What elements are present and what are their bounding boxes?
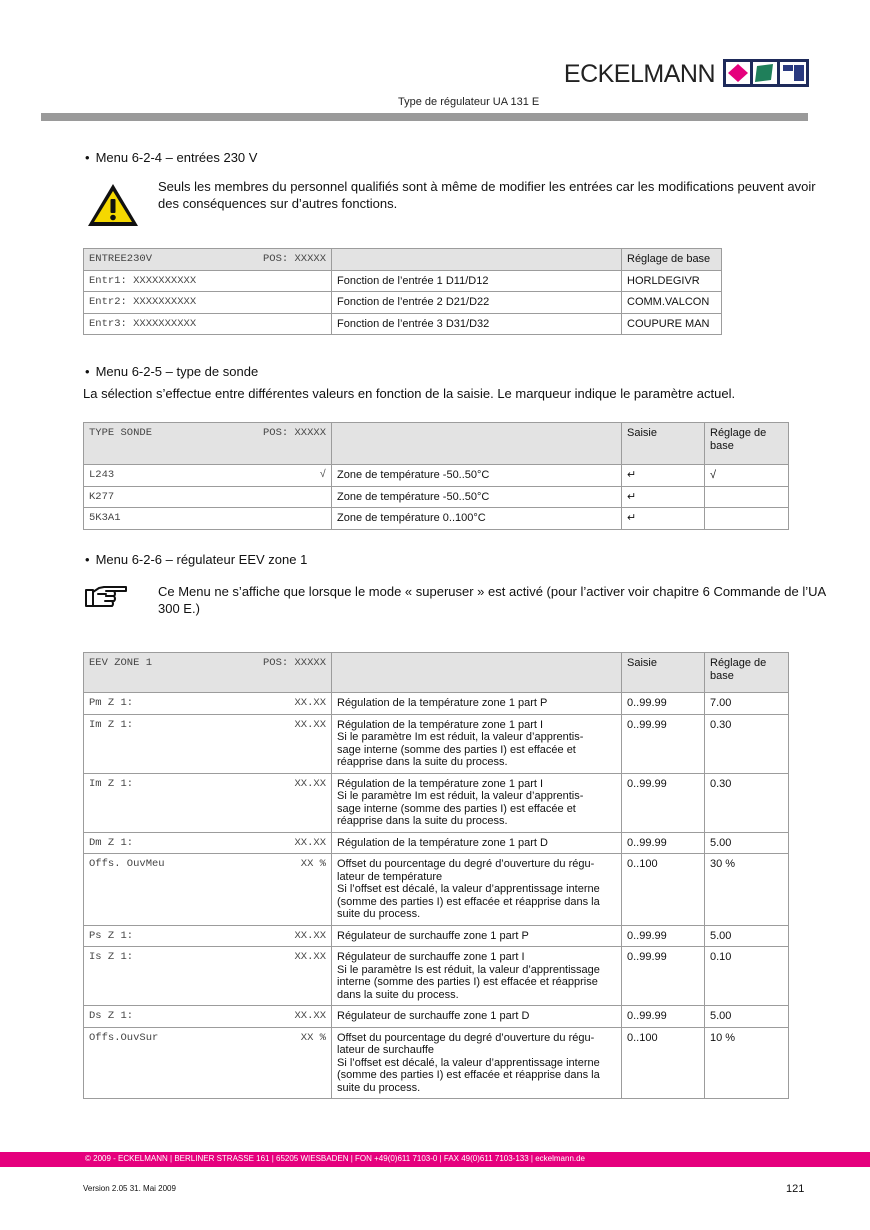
table-row: 5K3A1 Zone de température 0..100°C ↵ <box>84 508 789 530</box>
superuser-note-text: Ce Menu ne s’affiche que lorsque le mode « superuser » est activé (pour l’activer voir chapitre 6 Commande de l’UA 300 E.) <box>158 584 826 616</box>
sonde-table <box>83 422 789 530</box>
col-header-base: Réglage de base <box>705 423 789 465</box>
table-row: Entr1: XXXXXXXXXX Fonction de l’entrée 1 D11/D12 HORLDEGIVR <box>84 270 722 292</box>
table-row: Ps Z 1: XX.XX Régulateur de surchauffe zone 1 part P 0..99.99 5.00 <box>84 925 789 947</box>
eev-zone-table <box>83 652 789 1099</box>
warning-text: Seuls les membres du personnel qualifiés sont à même de modifier les entrées car les modifications peuvent avoir des conséquences sur d’autres fonctions. <box>158 179 816 211</box>
sonde-intro-text: La sélection s’effectue entre différentes valeurs en fonction de la saisie. Le marqueur indique le paramètre actuel. <box>83 386 736 401</box>
check-mark: √ <box>319 469 326 481</box>
section-title-entrees: • Menu 6-2-4 – entrées 230 V <box>85 150 257 165</box>
col-header-base: Réglage de base <box>622 249 722 271</box>
brand-name: ECKELMANN <box>563 60 715 88</box>
table-row: L243 √ Zone de température -50..50°C ↵ √ <box>84 465 789 487</box>
table-row: Entr3: XXXXXXXXXX Fonction de l’entrée 3 D31/D32 COUPURE MAN <box>84 313 722 335</box>
enter-key-icon: ↵ <box>622 486 705 508</box>
document-title: Type de régulateur UA 131 E <box>398 96 540 108</box>
version-date: Version 2.05 31. Mai 2009 <box>83 1184 176 1193</box>
col-header-saisie: Saisie <box>622 653 705 693</box>
enter-key-icon: ↵ <box>622 465 705 487</box>
table-row: Is Z 1: XX.XX Régulateur de surchauffe zone 1 part I Si le paramètre Is est réduit, la valeur d’apprentissage interne (somme des parties I) est effacée et réapprise dans la suite du process. 0..99.99 0.10 <box>84 947 789 1006</box>
table-row: K277 Zone de température -50..50°C ↵ <box>84 486 789 508</box>
enter-key-icon: ↵ <box>622 508 705 530</box>
footer-address: © 2009 - ECKELMANN | BERLINER STRASSE 161 | 65205 WIESBADEN | FON +49(0)611 7103-0 | FAX 49(0)611 7103-133 | eckelmann.de <box>85 1154 586 1163</box>
warning-triangle-icon <box>85 181 141 229</box>
pointing-hand-icon <box>84 584 130 610</box>
header-divider <box>41 113 808 121</box>
table-row: Entr2: XXXXXXXXXX Fonction de l’entrée 2 D21/D22 COMM.VALCON <box>84 292 722 314</box>
table-header-row: ENTREE230V POS: XXXXX Réglage de base <box>84 249 722 271</box>
table-header-row: TYPE SONDE POS: XXXXX Saisie Réglage de base <box>84 423 789 465</box>
table-row: Ds Z 1: XX.XX Régulateur de surchauffe zone 1 part D 0..99.99 5.00 <box>84 1006 789 1028</box>
table-row: Pm Z 1: XX.XX Régulation de la température zone 1 part P 0..99.99 7.00 <box>84 693 789 715</box>
check-mark: √ <box>705 465 789 487</box>
section-title-eev: • Menu 6-2-6 – régulateur EEV zone 1 <box>85 552 307 567</box>
entrees-table <box>83 248 722 335</box>
table-row: Im Z 1: XX.XX Régulation de la température zone 1 part I Si le paramètre Im est réduit, la valeur d’apprentis- sage interne (somme des parties I) est effacée et réapprise dans la suite du process. 0..99.99 0.30 <box>84 773 789 832</box>
page-number: 121 <box>786 1183 805 1195</box>
table-row: Dm Z 1: XX.XX Régulation de la température zone 1 part D 0..99.99 5.00 <box>84 832 789 854</box>
table-row: Im Z 1: XX.XX Régulation de la température zone 1 part I Si le paramètre Im est réduit, la valeur d’apprentis- sage interne (somme des parties I) est effacée et réapprise dans la suite du process. 0..99.99 0.30 <box>84 714 789 773</box>
table-row: Offs. OuvMeu XX % Offset du pourcentage du degré d’ouverture du régu- lateur de température Si l’offset est décalé, la valeur d’apprentissage interne (somme des parties I) est effacée et réapprise dans la suite du process. 0..100 30 % <box>84 854 789 926</box>
brand-logo-icon <box>723 59 809 87</box>
table-header-row: EEV ZONE 1 POS: XXXXX Saisie Réglage de base <box>84 653 789 693</box>
col-header-base: Réglage de base <box>705 653 789 693</box>
table-row: Offs.OuvSur XX % Offset du pourcentage du degré d’ouverture du régu- lateur de surchauffe Si l’offset est décalé, la valeur d’apprentissage interne (somme des parties I) est effacée et réapprise dans la suite du process. 0..100 10 % <box>84 1027 789 1099</box>
section-title-sonde: • Menu 6-2-5 – type de sonde <box>85 364 258 379</box>
col-header-saisie: Saisie <box>622 423 705 465</box>
